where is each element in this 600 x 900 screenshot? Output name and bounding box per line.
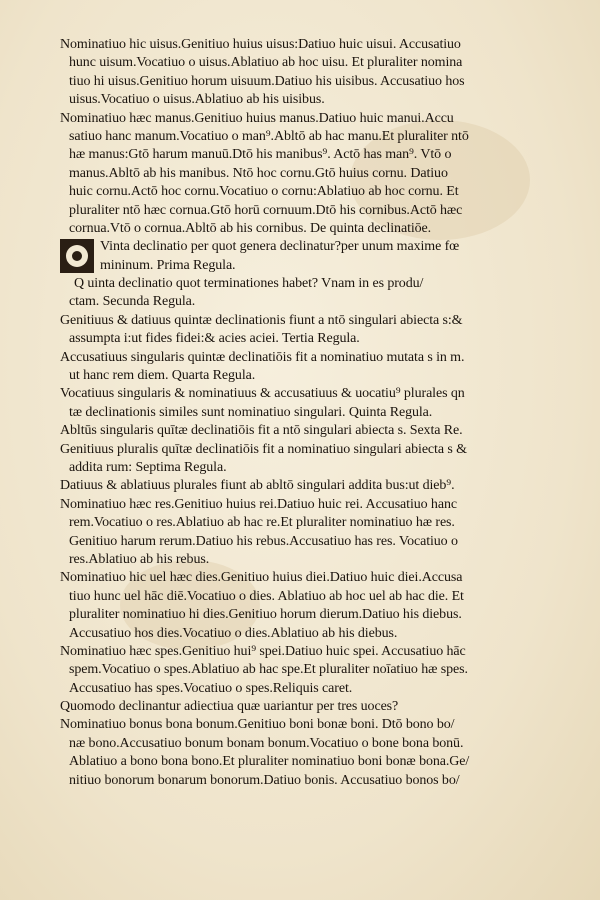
text-line: nitiuo bonorum bonarum bonorum.Datiuo bonis. Accusatiuo bonos bo/ [69,772,460,788]
text-line: Accusatiuus singularis quintæ declinatiōis fit a nominatiuo mutata s in m. [60,349,465,365]
text-line: hæ manus:Gtō harum manuū.Dtō his manibus⁹. Actō has man⁹. Vtō o [69,147,452,163]
text-line: Nominatiuo bonus bona bonum.Genitiuo boni bonæ boni. Dtō bono bo/ [60,717,455,733]
decorated-initial-q-icon [60,239,94,273]
text-line: Genitiuus & datiuus quintæ declinationis fiunt a ntō singulari abiecta s:& [60,312,463,328]
text-line: manus.Abltō ab his manibus. Ntō hoc cornu.Gtō huius cornu. Datiuo [69,165,448,181]
text-line: tiuo hi uisus.Genitiuo horum uisuum.Datiuo his uisibus. Accusatiuo hos [69,73,465,89]
text-line: Q uinta declinatio quot terminationes habet? Vnam in es produ/ [74,276,424,292]
text-line: cornua.Vtō o cornua.Abltō ab his cornibus. De quinta declinatiōe. [69,220,432,236]
text-line: spem.Vocatiuo o spes.Ablatiuo ab hac spe.Et pluraliter noīatiuo hæ spes. [69,662,468,678]
text-line: Genitiuus pluralis quītæ declinatiōis fit a nominatiuo singulari abiecta s & [60,441,467,457]
text-line: tiuo hunc uel hāc diē.Vocatiuo o dies. Ablatiuo ab hoc uel ab hac die. Et [69,588,464,604]
text-line: assumpta i:ut fides fidei:& acies aciei. Tertia Regula. [69,331,360,347]
text-line: mininum. Prima Regula. [100,257,236,273]
text-line: hunc uisum.Vocatiuo o uisus.Ablatiuo ab hoc uisu. Et pluraliter nomina [69,55,463,71]
text-line: Nominatiuo hæc manus.Genitiuo huius manus.Datiuo huic manui.Accu [60,110,454,126]
text-line: næ bono.Accusatiuo bonum bonam bonum.Vocatiuo o bone bona bonū. [69,735,464,751]
text-line: Ablatiuo a bono bona bono.Et pluraliter nominatiuo boni bonæ bona.Ge/ [69,754,470,770]
text-line: Genitiuo harum rerum.Datiuo his rebus.Accusatiuo has res. Vocatiuo o [69,533,458,549]
text-line: Nominatiuo hæc res.Genitiuo huius rei.Datiuo huic rei. Accusatiuo hanc [60,496,457,512]
text-line: Datiuus & ablatiuus plurales fiunt ab abltō singulari addita bus:ut dieb⁹. [60,478,455,494]
main-text [60,36,560,790]
text-line: Accusatiuo has spes.Vocatiuo o spes.Reliquis caret. [69,680,353,696]
text-line: uisus.Vocatiuo o uisus.Ablatiuo ab his uisibus. [69,92,325,108]
text-line: addita rum: Septima Regula. [69,460,227,475]
text-line: rem.Vocatiuo o res.Ablatiuo ab hac re.Et pluraliter nominatiuo hæ res. [69,515,455,531]
text-line: Vocatiuus singularis & nominatiuus & accusatiuus & uocatiu⁹ plurales qn [60,386,465,402]
initial-paragraph [60,238,560,275]
text-line: pluraliter ntō hæc cornua.Gtō horū cornuum.Dtō his cornibus.Actō hæc [69,202,463,218]
text-line: huic cornu.Actō hoc cornu.Vocatiuo o cornu:Ablatiuo ab hoc cornu. Et [69,184,459,200]
text-line: Nominatiuo hic uisus.Genitiuo huius uisus:Datiuo huic uisui. Accusatiuo [60,37,461,52]
text-line: Nominatiuo hæc spes.Genitiuo hui⁹ spei.Datiuo huic spei. Accusatiuo hāc [60,643,466,659]
text-line: Vinta declinatio per quot genera declinatur?per unum maxime fœ [100,239,460,255]
text-line: pluraliter nominatiuo hi dies.Genitiuo horum dierum.Datiuo his diebus. [69,607,462,623]
text-line: Nominatiuo hic uel hæc dies.Genitiuo huius diei.Datiuo huic diei.Accusa [60,570,463,586]
text-line: res.Ablatiuo ab his rebus. [69,551,210,567]
text-line: Accusatiuo hos dies.Vocatiuo o dies.Ablatiuo ab his diebus. [69,625,398,641]
text-line: ctam. Secunda Regula. [69,294,196,310]
text-line: satiuo hanc manum.Vocatiuo o man⁹.Abltō ab hac manu.Et pluraliter ntō [69,128,469,144]
text-line: Quomodo declinantur adiectiua quæ uariantur per tres uoces? [60,699,399,715]
text-line: tæ declinationis similes sunt nominatiuo singulari. Quinta Regula. [69,404,433,420]
text-line: ut hanc rem diem. Quarta Regula. [69,368,256,384]
text-line: Abltūs singularis quītæ declinatiōis fit a ntō singulari abiecta s. Sexta Re. [60,423,463,439]
